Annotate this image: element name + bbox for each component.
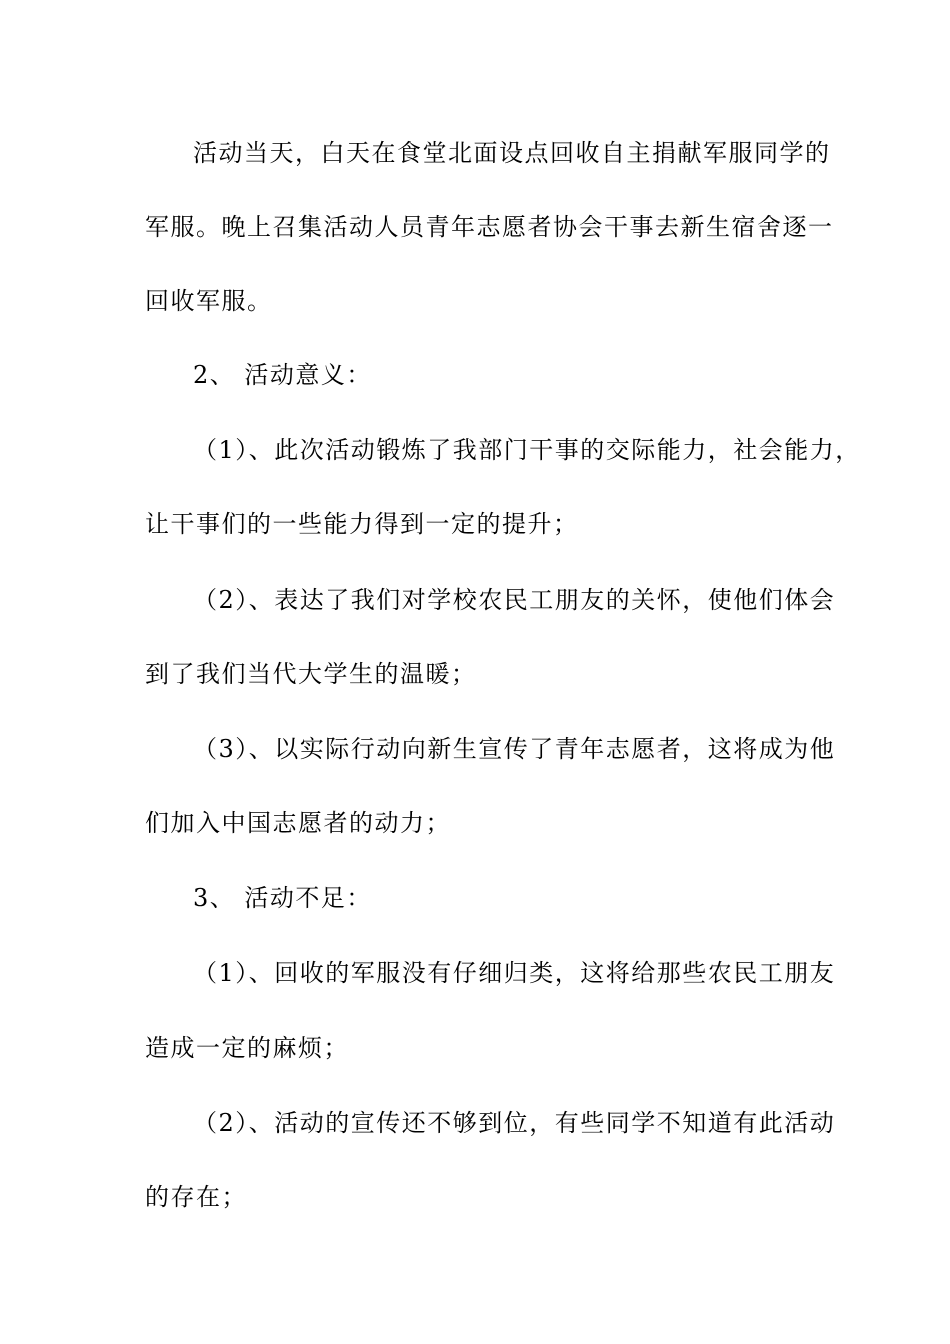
paragraph-line: 的存在； — [145, 1183, 247, 1211]
paragraph-line: 军服。晚上召集活动人员青年志愿者协会干事去新生宿舍逐一 — [145, 213, 834, 241]
paragraph-line: （3）、以实际行动向新生宣传了青年志愿者，这将成为他 — [193, 735, 836, 763]
paragraph-line: 到了我们当代大学生的温暖； — [145, 660, 477, 688]
paragraph-line: 们加入中国志愿者的动力； — [145, 809, 451, 837]
paragraph-line: （1）、回收的军服没有仔细归类，这将给那些农民工朋友 — [193, 959, 836, 987]
paragraph-line: （2）、表达了我们对学校农民工朋友的关怀，使他们体会 — [193, 586, 836, 614]
paragraph-line: 活动当天，白天在食堂北面设点回收自主捐献军服同学的 — [193, 139, 831, 167]
paragraph-line: （2）、活动的宣传还不够到位，有些同学不知道有此活动 — [193, 1109, 836, 1137]
section-heading: 3、 活动不足： — [193, 884, 372, 912]
paragraph-line: 造成一定的麻烦； — [145, 1034, 349, 1062]
section-heading: 2、 活动意义： — [193, 361, 372, 389]
paragraph-line: 回收军服。 — [145, 287, 273, 315]
paragraph-line: 让干事们的一些能力得到一定的提升； — [145, 510, 579, 538]
paragraph-line: （1）、此次活动锻炼了我部门干事的交际能力，社会能力， — [193, 436, 861, 464]
